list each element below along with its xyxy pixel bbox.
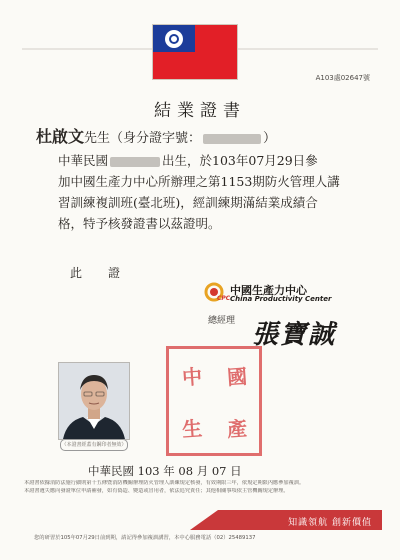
holder-id-suffix: ）: [263, 131, 277, 146]
redacted-id-number: [203, 134, 261, 144]
holder-photo: [58, 362, 130, 440]
issue-date: 中華民國 103 年 08 月 07 日: [88, 464, 242, 478]
portrait-image: [59, 363, 129, 439]
certificate-body: [58, 150, 370, 234]
certificate-title: 結業證書: [154, 101, 246, 121]
signature: 張寶誠: [252, 320, 337, 350]
footer-slogan: 知識領航 創新價值: [288, 518, 372, 528]
body-line-1: [58, 150, 370, 171]
redacted-birth-date: [110, 157, 160, 167]
cpc-logo-icon: [204, 282, 230, 302]
body-line-1-end: 出生，於103年07月29日參: [162, 153, 318, 168]
national-flag-icon: [152, 24, 238, 80]
attestation-text: 此證: [70, 266, 147, 280]
organization-name-en: China Productivity Center: [230, 295, 332, 303]
body-line-1-start: 中華民國: [58, 153, 109, 168]
cpc-logo-text: CPC: [217, 295, 230, 302]
footer-notice: 您的研習於105年07月29日前到期，請記得參加複訓講習，本中心服務電話（02）25489137: [34, 535, 256, 541]
body-line-3: 習訓練複訓班(臺北班)，經訓練期滿結業成績合: [58, 195, 318, 210]
seal-character: 產: [225, 415, 248, 442]
flag-canton: [153, 25, 195, 52]
body-line-4: 格，特予核發證書以茲證明。: [58, 216, 221, 231]
white-sun-icon: [165, 30, 183, 48]
certificate-number: A103處02647號: [315, 74, 370, 82]
organization-block: [204, 282, 374, 304]
body-line-2: 加中國生產力中心所辦理之第1153期防火管理人講: [58, 174, 340, 189]
fine-print-line: 本證書遺失應向發證單位申請補發，如有偽造、變造或冒用者，依法追究責任；其他相關事項依主管機關規定辦理。: [24, 487, 289, 494]
fine-print-line: 本證書依據消防法施行細則第十五條暨消防機關辦理防火管理人訓練規定核發，有效期限三年，依規定期限內應參加複訓。: [24, 480, 305, 486]
holder-id-prefix: （身分證字號：: [110, 131, 202, 146]
footer-band-cutout: [18, 510, 218, 530]
seal-character: 國: [225, 363, 248, 390]
seal-character: 生: [180, 415, 203, 442]
general-manager-label: 總經理: [208, 316, 236, 326]
organization-name-zh: 中國生產力中心: [230, 284, 307, 297]
fine-print: [24, 480, 376, 495]
holder-name: 杜啟文: [36, 127, 85, 146]
official-seal-stamp: [166, 346, 262, 456]
photo-caption: （本證書經蓋有鋼印者無效）: [60, 439, 128, 451]
holder-honorific: 先生: [84, 131, 111, 146]
seal-character: 中: [180, 363, 203, 390]
holder-line: [36, 124, 276, 147]
footer-band: [18, 510, 382, 530]
